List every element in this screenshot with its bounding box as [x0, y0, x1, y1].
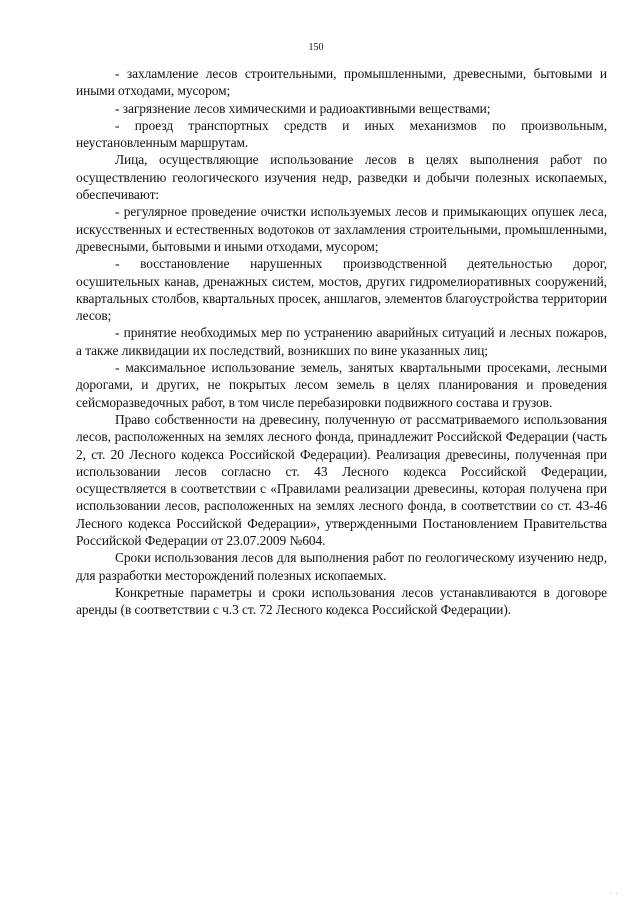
paragraph-5: - регулярное проведение очистки используемых лесов и примыкающих опушек леса, искусственных и естественных водотоков от захламления строительными, промышленными, древесными, бытовыми и иными отходами, мусором; [76, 204, 607, 254]
paragraph-4: Лица, осуществляющие использование лесов в целях выполнения работ по осуществлению геологического изучения недр, разведки и добычи полезных ископаемых, обеспечивают: [76, 152, 607, 203]
scan-mark: · · [609, 889, 618, 899]
paragraph-7: - принятие необходимых мер по устранению аварийных ситуаций и лесных пожаров, а также ликвидации их последствий, возникших по вине указанных лиц; [76, 325, 607, 358]
paragraph-10: Сроки использования лесов для выполнения работ по геологическому изучению недр, для разработки месторождений полезных ископаемых. [76, 550, 607, 583]
paragraph-6: - восстановление нарушенных производственной деятельностью дорог, осушительных канав, дренажных систем, мостов, других гидромелиоративных сооружений, квартальных столбов, квартальных просек, аншлагов, элементов благоустройства территории лесов; [76, 256, 607, 324]
paragraph-1: - захламление лесов строительными, промышленными, древесными, бытовыми и иными отходами, мусором; [76, 66, 607, 99]
page-number: 150 [308, 42, 324, 53]
document-body [76, 65, 607, 619]
paragraph-11: Конкретные параметры и сроки использования лесов устанавливаются в договоре аренды (в соответствии с ч.3 ст. 72 Лесного кодекса Российской Федерации). [76, 584, 607, 618]
paragraph-3: - проезд транспортных средств и иных механизмов по произвольным, неустановленным маршрутам. [76, 117, 607, 151]
paragraph-9: Право собственности на древесину, полученную от рассматриваемого использования лесов, расположенных на землях лесного фонда, принадлежит Российской Федерации (часть 2, ст. 20 Лесного кодекса Российской Федерации). Реализация древесины, полученная при использовании лесов согласно ст. 43 Лесного кодекса Российской Федерации, осуществляется в соответствии с «Правилами реализации древесины, которая получена при использовании лесов, расположенных на землях лесного фонда, в соответствии со ст. 43-46 Лесного кодекса Российской Федерации», утвержденными Постановлением Правительства Российской Федерации от 23.07.2009 №604. [76, 411, 607, 549]
paragraph-8: - максимальное использование земель, занятых квартальными просеками, лесными дорогами, и других, не покрытых лесом земель в целях планирования и проведения сейсморазведочных работ, в том числе перебазировки подвижного состава и грузов. [76, 360, 607, 410]
paragraph-2: - загрязнение лесов химическими и радиоактивными веществами; [115, 100, 491, 116]
